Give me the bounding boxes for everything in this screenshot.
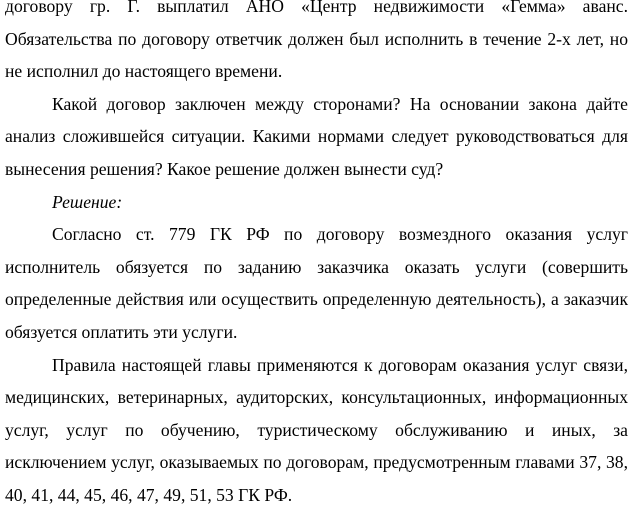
paragraph-case-continuation: договору гр. Г. выплатил АНО «Центр недвижимости «Гемма» аванс. Обязательства по договору ответчик должен был исполнить в течение 2-х лет, но не исполнил до настоящего времени. [5,0,628,82]
solution-heading: Решение: [52,191,123,212]
paragraph-chapter-rules: Правила настоящей главы применяются к договорам оказания услуг связи, медицинских, ветеринарных, аудиторских, консультационных, информационных услуг, услуг по обучению, туристическому обслуживанию и иных, за исключением услуг, оказываемых по договорам, предусмотренным главами 37, 38, 40, 41, 44, 45, 46, 47, 49, 51, 53 ГК РФ. [5,354,628,505]
paragraph-questions: Какой договор заключен между сторонами? На основании закона дайте анализ сложившейся ситуации. Какими нормами следует руководствоваться для вынесения решения? Какое решение должен вынести суд? [5,93,628,179]
paragraph-article-779: Согласно ст. 779 ГК РФ по договору возмездного оказания услуг исполнитель обязуется по заданию заказчика оказать услуги (совершить определенные действия или осуществить определенную деятельность), а заказчик обязуется оплатить эти услуги. [5,224,628,342]
